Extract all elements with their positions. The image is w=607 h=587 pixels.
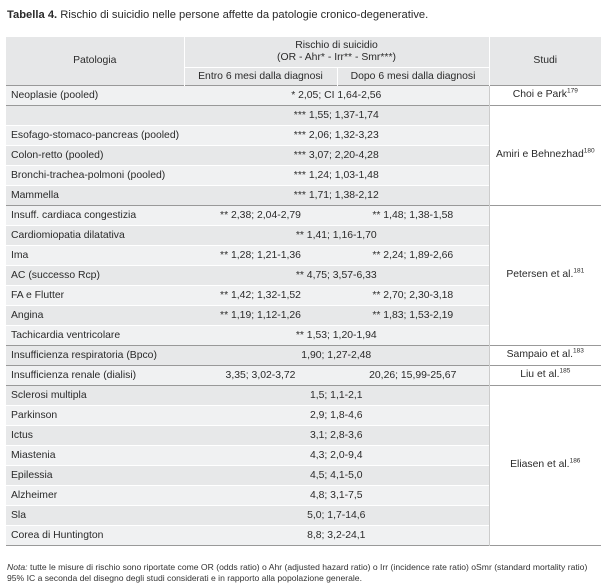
caption-label: Tabella 4. xyxy=(7,9,58,21)
row-value-dopo: ** 1,48; 1,38-1,58 xyxy=(337,205,489,225)
row-value-entro: ** 2,38; 2,04-2,79 xyxy=(184,205,337,225)
row-name: Neoplasie (pooled) xyxy=(6,85,184,105)
row-value: *** 1,24; 1,03-1,48 xyxy=(184,165,489,185)
row-value: 3,1; 2,8-3,6 xyxy=(184,425,489,445)
header-rischio xyxy=(184,37,489,67)
row-value-entro: ** 1,19; 1,12-1,26 xyxy=(184,305,337,325)
row-name: AC (successo Rcp) xyxy=(6,265,184,285)
row-value: 8,8; 3,2-24,1 xyxy=(184,525,489,545)
row-value: *** 1,55; 1,37-1,74 xyxy=(184,105,489,125)
row-value: 2,9; 1,8-4,6 xyxy=(184,405,489,425)
row-name: Insufficienza renale (dialisi) xyxy=(6,365,184,385)
row-name: Esofago-stomaco-pancreas (pooled) xyxy=(6,125,184,145)
caption-text: Rischio di suicidio nelle persone affette da patologie cronico-degenerative. xyxy=(60,9,429,21)
header-patologia: Patologia xyxy=(6,37,184,85)
study-eliasen: Eliasen et al.$^{186}$ xyxy=(489,385,601,545)
study-choi: Choi e Park$^{179}$ xyxy=(489,85,601,105)
table-note xyxy=(7,562,599,583)
row-value-entro: ** 1,28; 1,21-1,36 xyxy=(184,245,337,265)
table-row xyxy=(6,85,601,105)
row-value-entro: ** 1,42; 1,32-1,52 xyxy=(184,285,337,305)
row-value: * 2,05; CI 1,64-2,56 xyxy=(184,85,489,105)
note-label: Nota: xyxy=(7,562,28,572)
row-name: FA e Flutter xyxy=(6,285,184,305)
row-value: 1,90; 1,27-2,48 xyxy=(184,345,489,365)
header-dopo: Dopo 6 mesi dalla diagnosi xyxy=(337,67,489,85)
row-name: Parkinson xyxy=(6,405,184,425)
row-value-dopo: ** 2,24; 1,89-2,66 xyxy=(337,245,489,265)
table-row xyxy=(6,385,601,405)
row-value: ** 1,53; 1,20-1,94 xyxy=(184,325,489,345)
row-value-dopo: ** 1,83; 1,53-2,19 xyxy=(337,305,489,325)
header-entro: Entro 6 mesi dalla diagnosi xyxy=(184,67,337,85)
row-value-entro: 3,35; 3,02-3,72 xyxy=(184,365,337,385)
table-row xyxy=(6,105,601,125)
row-name: Sclerosi multipla xyxy=(6,385,184,405)
row-name: Cardiomiopatia dilatativa xyxy=(6,225,184,245)
note-text: tutte le misure di rischio sono riportate come OR (odds ratio) o Ahr (adjusted hazard ratio) o Irr (incidence rate ratio) oSmr (standard mortality ratio) 95% IC a seconda del disegno degli studi considerati e in rapporto alla popolazione generale. xyxy=(7,562,588,583)
row-name: Ima xyxy=(6,245,184,265)
row-value: 5,0; 1,7-14,6 xyxy=(184,505,489,525)
table-row xyxy=(6,365,601,385)
row-name: Angina xyxy=(6,305,184,325)
row-name: Tachicardia ventricolare xyxy=(6,325,184,345)
study-amiri: Amiri e Behnezhad$^{180}$ xyxy=(489,105,601,205)
row-name: Epilessia xyxy=(6,465,184,485)
study-liu: Liu et al.$^{185}$ xyxy=(489,365,601,385)
row-name: Insuff. cardiaca congestizia xyxy=(6,205,184,225)
header-rischio-line1: Rischio di suicidio xyxy=(295,39,378,51)
header-studi: Studi xyxy=(489,37,601,85)
row-name: Bronchi-trachea-polmoni (pooled) xyxy=(6,165,184,185)
row-value: 4,3; 2,0-9,4 xyxy=(184,445,489,465)
row-name xyxy=(6,105,184,125)
row-value: 4,8; 3,1-7,5 xyxy=(184,485,489,505)
row-value: *** 2,06; 1,32-3,23 xyxy=(184,125,489,145)
row-value: 4,5; 4,1-5,0 xyxy=(184,465,489,485)
suicide-risk-table xyxy=(6,37,601,546)
row-value: ** 4,75; 3,57-6,33 xyxy=(184,265,489,285)
row-name: Alzheimer xyxy=(6,485,184,505)
row-value: 1,5; 1,1-2,1 xyxy=(184,385,489,405)
row-value: *** 3,07; 2,20-4,28 xyxy=(184,145,489,165)
study-petersen: Petersen et al.$^{181}$ xyxy=(489,205,601,345)
row-name: Miastenia xyxy=(6,445,184,465)
row-value-dopo: 20,26; 15,99-25,67 xyxy=(337,365,489,385)
row-name: Corea di Huntington xyxy=(6,525,184,545)
row-name: Sla xyxy=(6,505,184,525)
row-name: Mammella xyxy=(6,185,184,205)
row-name: Insufficienza respiratoria (Bpco) xyxy=(6,345,184,365)
table-row xyxy=(6,205,601,225)
table-row xyxy=(6,345,601,365)
study-sampaio: Sampaio et al.$^{183}$ xyxy=(489,345,601,365)
row-value: ** 1,41; 1,16-1,70 xyxy=(184,225,489,245)
row-name: Colon-retto (pooled) xyxy=(6,145,184,165)
row-name: Ictus xyxy=(6,425,184,445)
row-value-dopo: ** 2,70; 2,30-3,18 xyxy=(337,285,489,305)
header-rischio-line2: (OR - Ahr* - Irr** - Smr***) xyxy=(277,51,396,63)
row-value: *** 1,71; 1,38-2,12 xyxy=(184,185,489,205)
table-caption xyxy=(7,9,428,22)
